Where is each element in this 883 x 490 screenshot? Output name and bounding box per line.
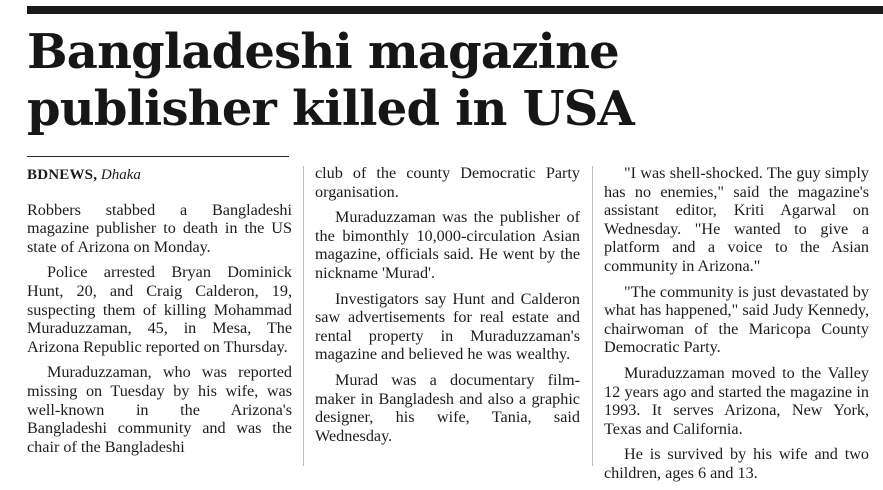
paragraph: club of the county Democratic Party organisation. xyxy=(315,164,580,201)
paragraph: Investigators say Hunt and Calderon saw advertisements for real estate and rental property in Muraduzzaman's magazine and believed he was wealthy. xyxy=(315,289,580,364)
column-3 xyxy=(604,164,869,490)
column-divider xyxy=(303,166,304,466)
paragraph: Muraduzzaman was the publisher of the bimonthly 10,000-circulation Asian magazine, officials said. He went by the nickname 'Murad'. xyxy=(315,208,580,282)
byline-agency: BDNEWS, xyxy=(27,167,98,183)
paragraph: "I was shell-shocked. The guy simply has no enemies," said the magazine's assistant editor, Kriti Agarwal on Wednesday. "He wanted to give a platform and a voice to the Asian community in Arizona." xyxy=(604,164,869,275)
paragraph: Robbers stabbed a Bangladeshi magazine publisher to death in the US state of Arizona on Monday. xyxy=(27,200,292,256)
paragraph: Police arrested Bryan Dominick Hunt, 20, and Craig Calderon, 19, suspecting them of killing Mohammad Muraduzzaman, 45, in Mesa, The Arizona Republic reported on Thursday. xyxy=(27,263,292,356)
paragraph: "The community is just devastated by what has happened," said Judy Kennedy, chairwoman of the Maricopa County Democratic Party. xyxy=(604,282,869,357)
paragraph: He is survived by his wife and two children, ages 6 and 13. xyxy=(604,445,869,482)
column-2 xyxy=(315,164,580,452)
byline-place: Dhaka xyxy=(100,167,141,183)
paragraph: Murad was a documentary film-maker in Bangladesh and also a graphic designer, his wife, Tania, said Wednesday. xyxy=(315,370,580,445)
column-1 xyxy=(27,164,292,463)
column-divider xyxy=(592,166,593,466)
paragraph: Muraduzzaman, who was reported missing on Tuesday by his wife, was well-known in the Arizona's Bangladeshi community and was the chair of the Bangladeshi xyxy=(27,363,292,456)
paragraph: Muraduzzaman moved to the Valley 12 years ago and started the magazine in 1993. It serves Arizona, New York, Texas and California. xyxy=(604,363,869,438)
byline xyxy=(27,166,292,185)
top-rule xyxy=(27,6,883,14)
headline: Bangladeshi magazine publisher killed in USA xyxy=(27,24,634,137)
byline-rule xyxy=(27,156,289,157)
